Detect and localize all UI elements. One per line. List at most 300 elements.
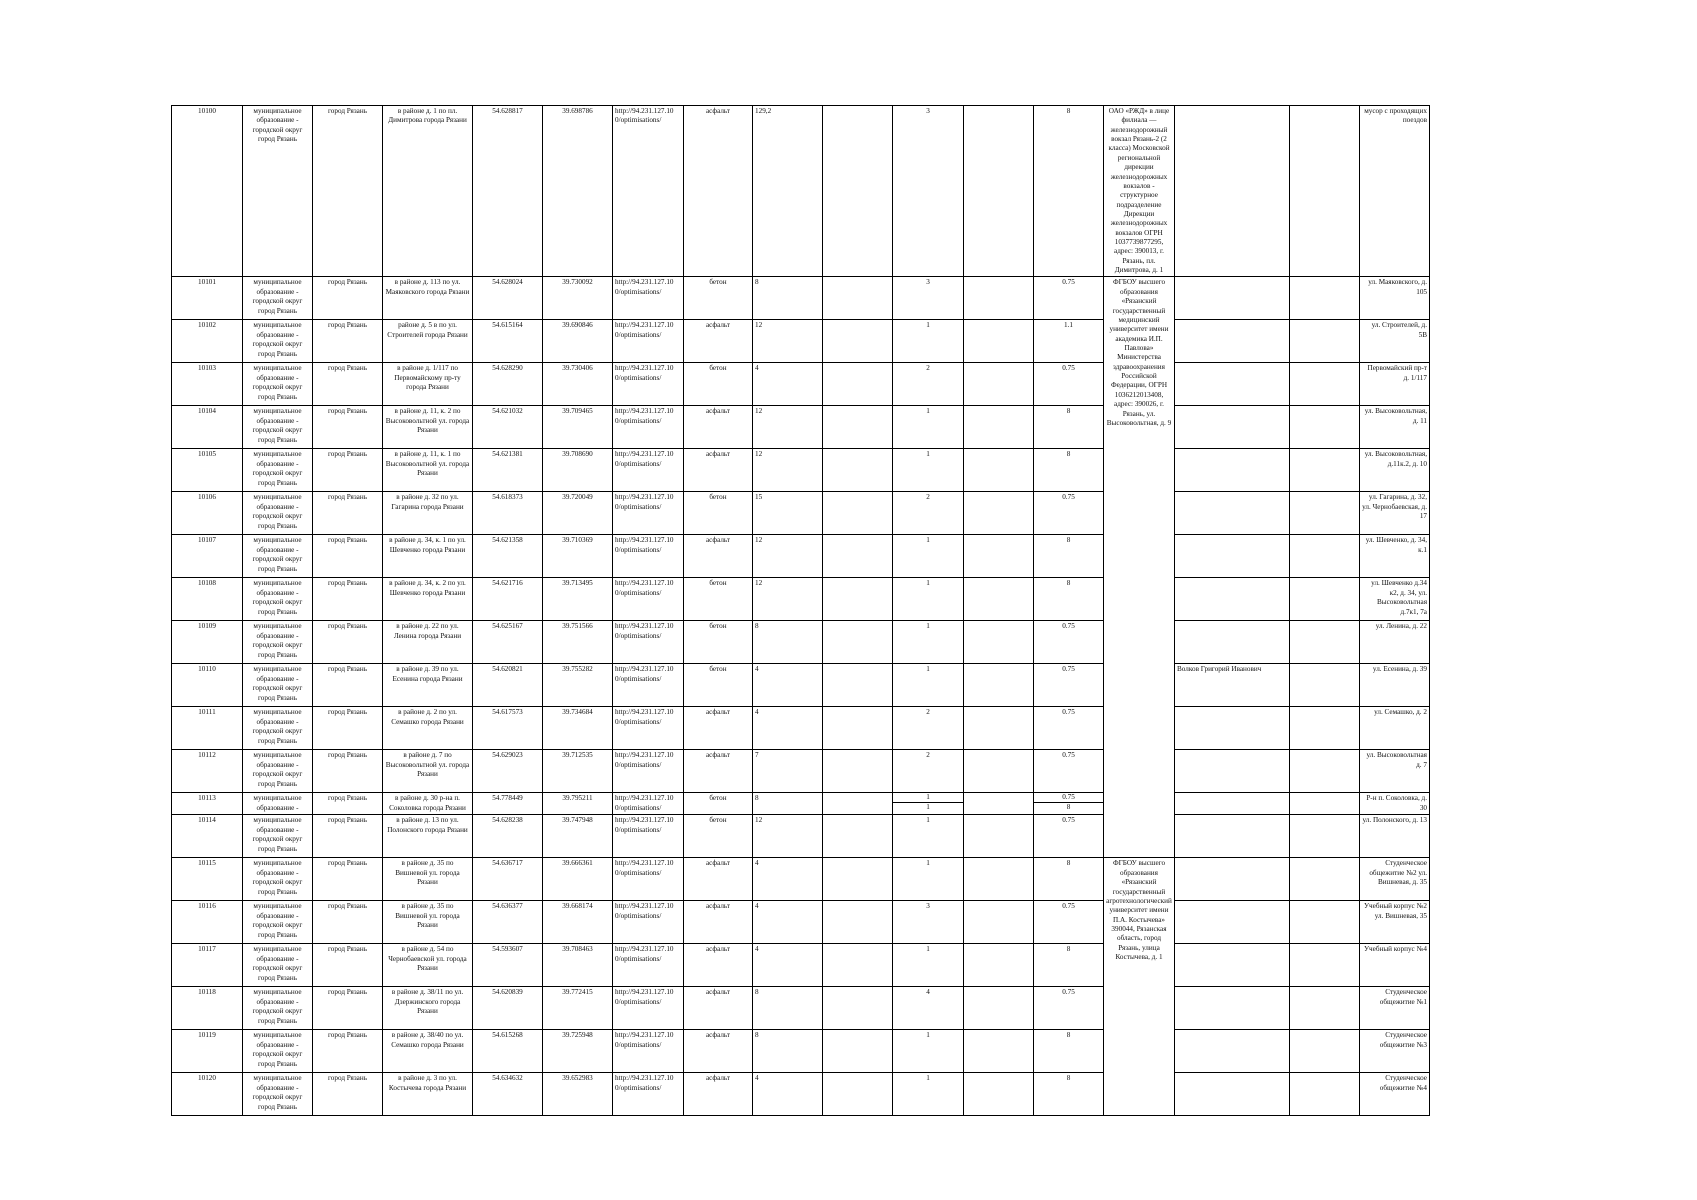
row-empty-col-2 (964, 406, 1034, 449)
row-latitude: 54.617573 (473, 707, 543, 750)
row-latitude: 54.621358 (473, 535, 543, 578)
row-area: 8 (753, 277, 823, 320)
row-container-volume: 0.75 (1034, 987, 1104, 1030)
row-waste-source: Студенческое общежитие №3 (1360, 1030, 1430, 1073)
row-location: в районе д. 113 по ул. Маяковского города Рязани (383, 277, 473, 320)
container-volume-part: 8 (1066, 803, 1071, 812)
row-empty-col (823, 815, 893, 858)
row-empty-col (823, 621, 893, 664)
row-latitude: 54.620839 (473, 987, 543, 1030)
row-waste-source: ул. Высоковольтная, д.11к.2, д. 10 (1360, 449, 1430, 492)
row-city: город Рязань (313, 320, 383, 363)
row-empty-col-2 (964, 578, 1034, 621)
row-longitude: 39.690846 (543, 320, 613, 363)
row-link: http://94.231.127.10 0/optimisations/ (613, 106, 684, 277)
row-longitude: 39.772415 (543, 987, 613, 1030)
row-location: в районе д. 38/40 по ул. Семашко города Рязани (383, 1030, 473, 1073)
row-waste-source: Р-н п. Соколовка, д. 30 (1360, 793, 1430, 815)
row-empty-col-3 (1290, 535, 1360, 578)
row-container-volume: 0.75 (1034, 621, 1104, 664)
row-empty-col-3 (1290, 492, 1360, 535)
row-entity-type: муниципальное образование - городской округ город Рязань (243, 750, 313, 793)
row-longitude: 39.708690 (543, 449, 613, 492)
row-id: 10117 (172, 944, 243, 987)
row-container-volume: 0.75 (1034, 750, 1104, 793)
row-container-count: 1 (893, 578, 964, 621)
row-surface: асфальт (684, 406, 753, 449)
row-empty-col-3 (1290, 363, 1360, 406)
row-empty-col (823, 406, 893, 449)
row-container-count: 2 (893, 363, 964, 406)
row-longitude: 39.708463 (543, 944, 613, 987)
row-latitude: 54.628238 (473, 815, 543, 858)
row-surface: бетон (684, 793, 753, 815)
row-empty-col-2 (964, 621, 1034, 664)
row-city: город Рязань (313, 621, 383, 664)
row-location: в районе д. 38/11 по ул. Дзержинского города Рязани (383, 987, 473, 1030)
row-empty-col (823, 707, 893, 750)
row-waste-source: ул. Семашко, д. 2 (1360, 707, 1430, 750)
row-city: город Рязань (313, 987, 383, 1030)
row-link: http://94.231.127.10 0/optimisations/ (613, 707, 684, 750)
row-location: в районе д. 3 по ул. Костычева города Рязани (383, 1073, 473, 1116)
row-person (1175, 858, 1290, 901)
row-location: в районе д. 1 по пл. Димитрова города Рязани (383, 106, 473, 277)
row-entity-type: муниципальное образование - городской округ город Рязань (243, 858, 313, 901)
row-empty-col (823, 320, 893, 363)
row-location: в районе д. 7 по Высоковольтной ул. города Рязани (383, 750, 473, 793)
row-surface: бетон (684, 492, 753, 535)
row-empty-col-3 (1290, 944, 1360, 987)
row-entity-type: муниципальное образование - городской округ город Рязань (243, 106, 313, 277)
row-waste-source: мусор с проходящих поездов (1360, 106, 1430, 277)
row-entity-type: муниципальное образование - городской округ город Рязань (243, 535, 313, 578)
row-entity-type: муниципальное образование - городской округ город Рязань (243, 492, 313, 535)
row-area: 12 (753, 578, 823, 621)
row-id: 10101 (172, 277, 243, 320)
row-waste-source: Учебный корпус №2 ул. Вишневая, 35 (1360, 901, 1430, 944)
row-surface: асфальт (684, 535, 753, 578)
row-link: http://94.231.127.10 0/optimisations/ (613, 406, 684, 449)
row-person (1175, 987, 1290, 1030)
row-link: http://94.231.127.10 0/optimisations/ (613, 793, 684, 815)
registry-table (171, 105, 1527, 1116)
row-entity-type: муниципальное образование - городской округ город Рязань (243, 664, 313, 707)
row-surface: асфальт (684, 944, 753, 987)
row-empty-col-3 (1290, 449, 1360, 492)
row-longitude: 39.751566 (543, 621, 613, 664)
row-container-volume: 0.75 (1034, 492, 1104, 535)
row-empty-col-2 (964, 815, 1034, 858)
row-empty-col-2 (964, 492, 1034, 535)
row-city: город Рязань (313, 707, 383, 750)
row-link: http://94.231.127.10 0/optimisations/ (613, 815, 684, 858)
row-container-volume: 0.75 (1034, 664, 1104, 707)
row-area: 8 (753, 1030, 823, 1073)
row-person (1175, 621, 1290, 664)
row-surface: бетон (684, 621, 753, 664)
row-empty-col (823, 858, 893, 901)
row-waste-source: Студенческое общежитие №2 ул. Вишневая, д. 35 (1360, 858, 1430, 901)
row-city: город Рязань (313, 578, 383, 621)
row-container-volume: 8 (1034, 1073, 1104, 1116)
row-latitude: 54.621716 (473, 578, 543, 621)
row-empty-col (823, 578, 893, 621)
row-surface: бетон (684, 578, 753, 621)
row-entity-type: муниципальное образование - (243, 793, 313, 815)
row-empty-col-3 (1290, 1073, 1360, 1116)
row-location: в районе д. 11, к. 1 по Высоковольтной ул. города Рязани (383, 449, 473, 492)
row-city: город Рязань (313, 1073, 383, 1116)
table-row (172, 106, 1527, 277)
row-container-count: 1 (893, 535, 964, 578)
row-person (1175, 1073, 1290, 1116)
row-link: http://94.231.127.10 0/optimisations/ (613, 277, 684, 320)
row-id: 10108 (172, 578, 243, 621)
row-container-volume: 8 (1034, 406, 1104, 449)
row-link: http://94.231.127.10 0/optimisations/ (613, 535, 684, 578)
row-id: 10112 (172, 750, 243, 793)
row-city: город Рязань (313, 793, 383, 815)
row-container-count: 3 (893, 277, 964, 320)
row-entity-type: муниципальное образование - городской округ город Рязань (243, 815, 313, 858)
row-location: в районе д. 11, к. 2 по Высоковольтной ул. города Рязани (383, 406, 473, 449)
row-empty-col-3 (1290, 793, 1360, 815)
table-row (172, 320, 1527, 363)
row-container-count (893, 793, 964, 815)
row-link: http://94.231.127.10 0/optimisations/ (613, 664, 684, 707)
row-person (1175, 363, 1290, 406)
row-empty-col-2 (964, 1073, 1034, 1116)
table-row (172, 793, 1527, 815)
row-location: в районе д. 32 по ул. Гагарина города Рязани (383, 492, 473, 535)
row-waste-source: ул. Шевченко д.34 к2, д. 34, ул. Высоковольтная д.7к1, 7а (1360, 578, 1430, 621)
row-link: http://94.231.127.10 0/optimisations/ (613, 858, 684, 901)
row-longitude: 39.666361 (543, 858, 613, 901)
row-city: город Рязань (313, 901, 383, 944)
row-person (1175, 901, 1290, 944)
row-entity-type: муниципальное образование - городской округ город Рязань (243, 944, 313, 987)
row-container-count: 4 (893, 987, 964, 1030)
table-row (172, 578, 1527, 621)
row-empty-col-2 (964, 320, 1034, 363)
row-surface: асфальт (684, 750, 753, 793)
row-area: 4 (753, 707, 823, 750)
row-location: в районе д. 54 по Чернобаевской ул. города Рязани (383, 944, 473, 987)
row-location: в районе д. 2 по ул. Семашко города Рязани (383, 707, 473, 750)
row-waste-source: Студенческое общежитие №1 (1360, 987, 1430, 1030)
row-link: http://94.231.127.10 0/optimisations/ (613, 1073, 684, 1116)
row-container-volume: 8 (1034, 535, 1104, 578)
row-latitude: 54.634632 (473, 1073, 543, 1116)
row-waste-source: ул. Маяковского, д. 105 (1360, 277, 1430, 320)
row-waste-source: Учебный корпус №4 (1360, 944, 1430, 987)
row-entity-type: муниципальное образование - городской округ город Рязань (243, 277, 313, 320)
row-empty-col-3 (1290, 707, 1360, 750)
row-latitude: 54.625167 (473, 621, 543, 664)
row-link: http://94.231.127.10 0/optimisations/ (613, 901, 684, 944)
row-empty-col-2 (964, 363, 1034, 406)
row-person (1175, 707, 1290, 750)
row-city: город Рязань (313, 535, 383, 578)
row-empty-col (823, 664, 893, 707)
table-row (172, 621, 1527, 664)
row-surface: асфальт (684, 449, 753, 492)
row-empty-col-3 (1290, 901, 1360, 944)
row-empty-col (823, 944, 893, 987)
row-id: 10106 (172, 492, 243, 535)
row-link: http://94.231.127.10 0/optimisations/ (613, 449, 684, 492)
row-longitude: 39.698786 (543, 106, 613, 277)
row-container-count: 3 (893, 106, 964, 277)
row-longitude: 39.668174 (543, 901, 613, 944)
row-longitude: 39.709465 (543, 406, 613, 449)
row-empty-col (823, 106, 893, 277)
row-id: 10111 (172, 707, 243, 750)
row-city: город Рязань (313, 449, 383, 492)
row-container-count: 1 (893, 320, 964, 363)
row-empty-col-3 (1290, 277, 1360, 320)
row-longitude: 39.725948 (543, 1030, 613, 1073)
row-waste-source: Студенческое общежитие №4 (1360, 1073, 1430, 1116)
row-person (1175, 578, 1290, 621)
row-empty-col-3 (1290, 578, 1360, 621)
table-row (172, 492, 1527, 535)
row-empty-col-2 (964, 535, 1034, 578)
table-row (172, 1030, 1527, 1073)
row-entity-type: муниципальное образование - городской округ город Рязань (243, 621, 313, 664)
row-container-count: 1 (893, 944, 964, 987)
row-longitude: 39.734684 (543, 707, 613, 750)
row-empty-col-3 (1290, 106, 1360, 277)
row-surface: асфальт (684, 320, 753, 363)
row-id: 10104 (172, 406, 243, 449)
row-container-count: 1 (893, 449, 964, 492)
row-empty-col-2 (964, 987, 1034, 1030)
row-entity-type: муниципальное образование - городской округ город Рязань (243, 707, 313, 750)
row-area: 4 (753, 363, 823, 406)
row-container-volume: 0.75 (1034, 277, 1104, 320)
row-city: город Рязань (313, 815, 383, 858)
row-container-volume: 0.75 (1034, 707, 1104, 750)
row-id: 10103 (172, 363, 243, 406)
row-container-volume: 8 (1034, 578, 1104, 621)
row-latitude: 54.628290 (473, 363, 543, 406)
row-surface: асфальт (684, 1030, 753, 1073)
container-count-part: 1 (893, 793, 963, 803)
row-latitude: 54.636717 (473, 858, 543, 901)
row-container-count: 1 (893, 1030, 964, 1073)
row-area: 12 (753, 320, 823, 363)
row-empty-col-3 (1290, 406, 1360, 449)
row-surface: асфальт (684, 106, 753, 277)
row-area: 12 (753, 406, 823, 449)
row-container-volume: 0.75 (1034, 363, 1104, 406)
row-empty-col (823, 535, 893, 578)
table-row (172, 535, 1527, 578)
row-latitude: 54.620821 (473, 664, 543, 707)
row-container-volume: 8 (1034, 944, 1104, 987)
row-id: 10110 (172, 664, 243, 707)
table-row (172, 901, 1527, 944)
row-empty-col-2 (964, 707, 1034, 750)
row-empty-col (823, 363, 893, 406)
row-owner: ФГБОУ высшего образования «Рязанский государственный медицинский университет имени академика И.П. Павлова» Министерства здравоохранения Российской Федерации, ОГРН 1036212013408, адрес: 390026, г. Рязань, ул. Высоковольтная, д. 9 (1104, 277, 1175, 858)
table-row (172, 363, 1527, 406)
row-waste-source: ул. Строителей, д. 5В (1360, 320, 1430, 363)
row-longitude: 39.652983 (543, 1073, 613, 1116)
row-link: http://94.231.127.10 0/optimisations/ (613, 320, 684, 363)
row-container-count: 3 (893, 901, 964, 944)
row-latitude: 54.621032 (473, 406, 543, 449)
row-person (1175, 277, 1290, 320)
row-location: в районе д. 34, к. 1 по ул. Шевченко города Рязани (383, 535, 473, 578)
row-surface: асфальт (684, 901, 753, 944)
table-row (172, 858, 1527, 901)
row-empty-col-2 (964, 664, 1034, 707)
row-person (1175, 944, 1290, 987)
row-surface: бетон (684, 664, 753, 707)
row-container-volume: 8 (1034, 106, 1104, 277)
row-empty-col-3 (1290, 815, 1360, 858)
row-city: город Рязань (313, 106, 383, 277)
row-container-count: 2 (893, 492, 964, 535)
row-entity-type: муниципальное образование - городской округ город Рязань (243, 578, 313, 621)
row-area: 4 (753, 944, 823, 987)
row-latitude: 54.615164 (473, 320, 543, 363)
table-row (172, 277, 1527, 320)
row-container-count: 1 (893, 406, 964, 449)
row-empty-col (823, 1073, 893, 1116)
row-person (1175, 492, 1290, 535)
row-latitude: 54.778449 (473, 793, 543, 815)
row-area: 8 (753, 793, 823, 815)
row-longitude: 39.713495 (543, 578, 613, 621)
row-city: город Рязань (313, 858, 383, 901)
row-waste-source: ул. Полонского, д. 13 (1360, 815, 1430, 858)
row-empty-col-3 (1290, 621, 1360, 664)
row-container-count: 2 (893, 707, 964, 750)
row-area: 129,2 (753, 106, 823, 277)
row-empty-col-2 (964, 793, 1034, 815)
row-surface: асфальт (684, 707, 753, 750)
row-entity-type: муниципальное образование - городской округ город Рязань (243, 901, 313, 944)
row-surface: асфальт (684, 858, 753, 901)
table-row (172, 987, 1527, 1030)
row-longitude: 39.730406 (543, 363, 613, 406)
row-id: 10100 (172, 106, 243, 277)
row-longitude: 39.747948 (543, 815, 613, 858)
row-city: город Рязань (313, 492, 383, 535)
row-id: 10120 (172, 1073, 243, 1116)
row-empty-col-3 (1290, 858, 1360, 901)
table-row (172, 449, 1527, 492)
row-longitude: 39.710369 (543, 535, 613, 578)
row-empty-col (823, 793, 893, 815)
row-waste-source: ул. Высоковольтная, д. 11 (1360, 406, 1430, 449)
row-waste-source: ул. Гагарина, д. 32, ул. Чернобаевская, д. 17 (1360, 492, 1430, 535)
row-entity-type: муниципальное образование - городской округ город Рязань (243, 449, 313, 492)
row-empty-col-2 (964, 858, 1034, 901)
row-link: http://94.231.127.10 0/optimisations/ (613, 621, 684, 664)
row-empty-col-2 (964, 901, 1034, 944)
row-location: в районе д. 13 по ул. Полонского города Рязани (383, 815, 473, 858)
row-container-volume (1034, 793, 1104, 815)
row-location: в районе д. 35 по Вишневой ул. города Рязани (383, 901, 473, 944)
row-person (1175, 535, 1290, 578)
row-id: 10107 (172, 535, 243, 578)
row-container-count: 1 (893, 858, 964, 901)
row-person (1175, 750, 1290, 793)
row-container-count: 2 (893, 750, 964, 793)
row-empty-col (823, 492, 893, 535)
row-area: 8 (753, 987, 823, 1030)
row-person (1175, 406, 1290, 449)
row-id: 10114 (172, 815, 243, 858)
row-container-count: 1 (893, 621, 964, 664)
row-entity-type: муниципальное образование - городской округ город Рязань (243, 363, 313, 406)
row-empty-col-2 (964, 449, 1034, 492)
row-link: http://94.231.127.10 0/optimisations/ (613, 987, 684, 1030)
container-count-part: 1 (926, 803, 930, 812)
row-latitude: 54.621381 (473, 449, 543, 492)
row-id: 10105 (172, 449, 243, 492)
row-empty-col (823, 1030, 893, 1073)
row-location: в районе д. 30 р-на п. Соколовка города Рязани (383, 793, 473, 815)
row-area: 4 (753, 1073, 823, 1116)
table-row (172, 406, 1527, 449)
row-link: http://94.231.127.10 0/optimisations/ (613, 492, 684, 535)
row-entity-type: муниципальное образование - городской округ город Рязань (243, 406, 313, 449)
table-row (172, 1073, 1527, 1116)
row-empty-col (823, 277, 893, 320)
table-row (172, 707, 1527, 750)
row-city: город Рязань (313, 1030, 383, 1073)
row-id: 10116 (172, 901, 243, 944)
row-owner: ОАО «РЖД» в лице филиала — железнодорожный вокзал Рязань-2 (2 класса) Московской региональной дирекции железнодорожных вокзалов - структурное подразделение Дирекции железнодорожных вокзалов ОГРН 1037739877295, адрес: 390013, г. Рязань, пл. Димитрова, д. 1 (1104, 106, 1175, 277)
row-waste-source: ул. Высоковольтная д. 7 (1360, 750, 1430, 793)
row-area: 12 (753, 815, 823, 858)
row-id: 10102 (172, 320, 243, 363)
row-container-volume: 1.1 (1034, 320, 1104, 363)
row-surface: асфальт (684, 987, 753, 1030)
row-longitude: 39.712535 (543, 750, 613, 793)
row-city: город Рязань (313, 277, 383, 320)
row-id: 10109 (172, 621, 243, 664)
row-link: http://94.231.127.10 0/optimisations/ (613, 363, 684, 406)
row-latitude: 54.629023 (473, 750, 543, 793)
row-area: 4 (753, 901, 823, 944)
row-container-volume: 0.75 (1034, 901, 1104, 944)
row-entity-type: муниципальное образование - городской округ город Рязань (243, 1073, 313, 1116)
row-area: 15 (753, 492, 823, 535)
row-person (1175, 106, 1290, 277)
row-latitude: 54.636377 (473, 901, 543, 944)
table-row (172, 750, 1527, 793)
row-id: 10118 (172, 987, 243, 1030)
row-surface: бетон (684, 363, 753, 406)
row-empty-col-2 (964, 106, 1034, 277)
row-empty-col-2 (964, 944, 1034, 987)
row-surface: бетон (684, 277, 753, 320)
row-id: 10119 (172, 1030, 243, 1073)
row-id: 10115 (172, 858, 243, 901)
row-empty-col-2 (964, 750, 1034, 793)
row-city: город Рязань (313, 944, 383, 987)
row-empty-col-2 (964, 277, 1034, 320)
row-city: город Рязань (313, 750, 383, 793)
row-container-volume: 8 (1034, 449, 1104, 492)
